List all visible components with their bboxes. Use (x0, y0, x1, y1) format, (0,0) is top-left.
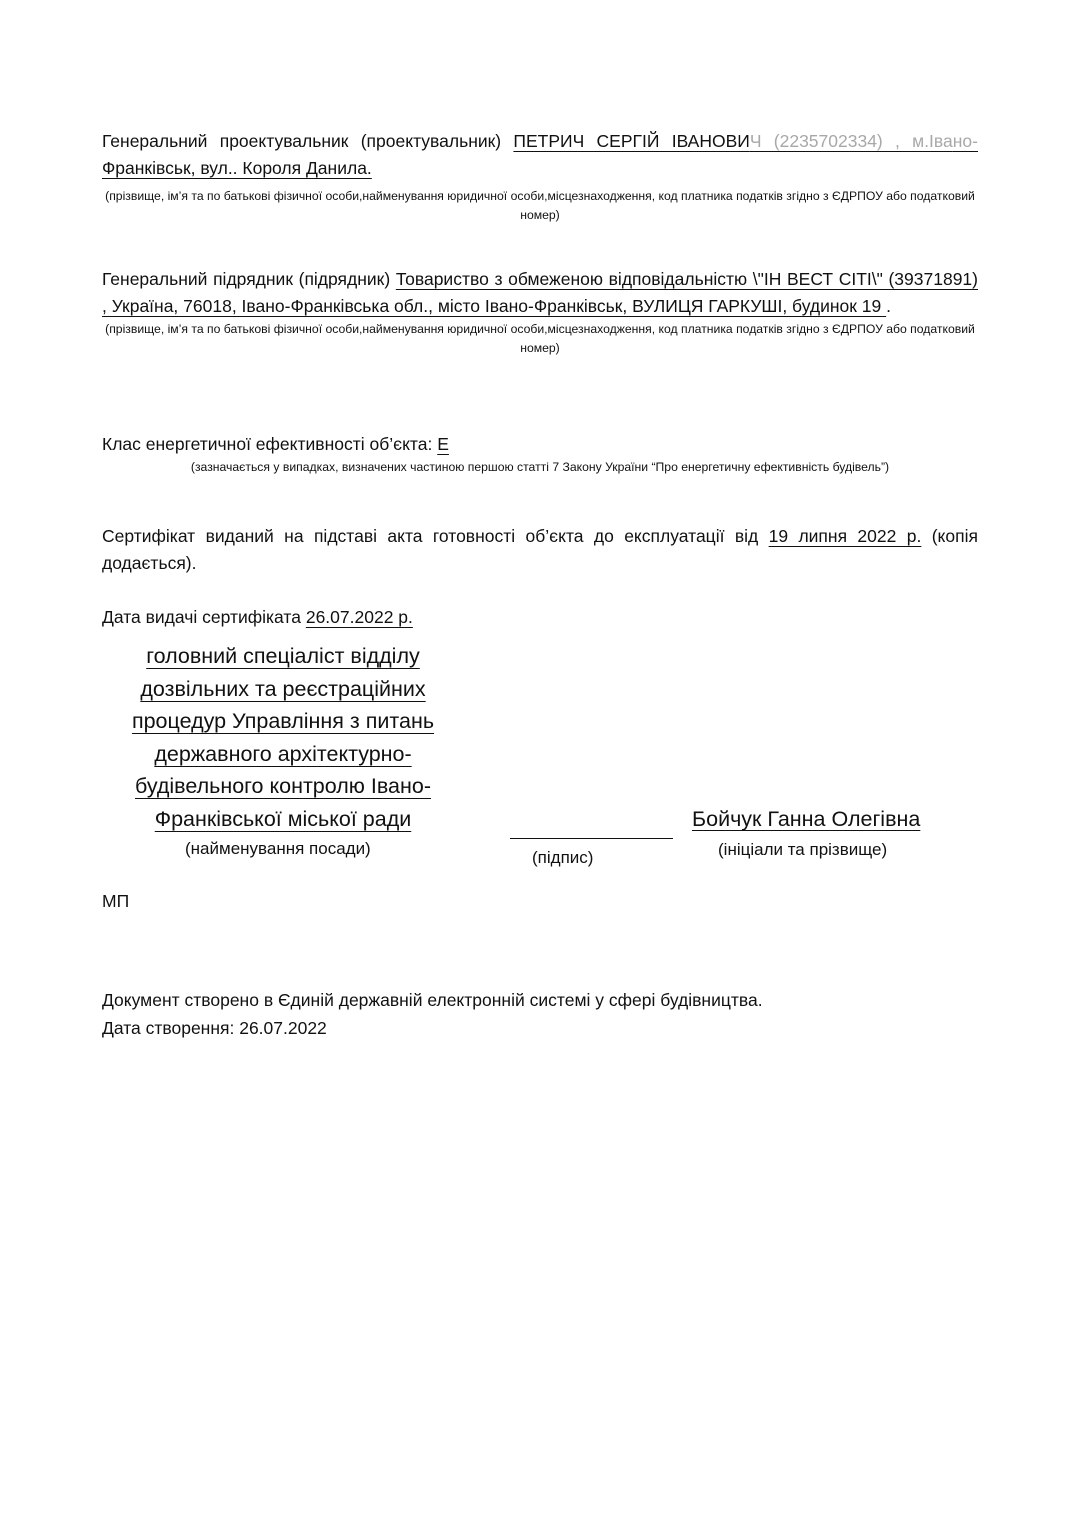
certificate-act-date: 19 липня 2022 р. (768, 526, 922, 546)
contractor-paragraph (102, 266, 978, 320)
contractor-value: Товариство з обмеженою відповідальністю \"ІН ВЕСТ СІТІ\" (39371891) , Україна, 76018, Івано-Франківська обл., місто Івано-Франківськ, ВУЛИЦЯ ГАРКУШІ, будинок 19 (102, 269, 978, 316)
signature-caption: (підпис) (532, 848, 594, 867)
contractor-note: (прізвище, ім’я та по батькові фізичної особи,найменування юридичної особи,місцезнаходження, код платника податків згідно з ЄДРПОУ або податковий номер) (105, 322, 975, 355)
certificate-basis-text: Сертифікат виданий на підставі акта готовності об’єкта до експлуатації від (102, 526, 759, 546)
designer-section (102, 128, 978, 225)
energy-paragraph (102, 431, 978, 458)
certificate-basis-paragraph (102, 523, 978, 577)
position-line-6: Франківської міської ради (154, 806, 412, 831)
certificate-basis-section (102, 523, 978, 577)
name-caption: (ініціали та прізвище) (718, 840, 888, 859)
issue-date-value: 26.07.2022 р. (305, 607, 413, 627)
position-line-2: дозвільних та реєстраційних (140, 676, 426, 701)
designer-note: (прізвище, ім’я та по батькові фізичної особи,найменування юридичної особи,місцезнаходження, код платника податків згідно з ЄДРПОУ або податковий номер) (105, 189, 975, 222)
designer-value-faded: Ч (2235702334) , м.Іва (749, 131, 953, 151)
position-line-1: головний спеціаліст відділу (146, 644, 420, 668)
designer-value-main: ПЕТРИЧ СЕРГІЙ ІВАНОВИ (513, 131, 750, 151)
position-caption: (найменування посади) (185, 839, 371, 858)
contractor-label: Генеральний підрядник (підрядник) (102, 269, 391, 289)
signature-line (510, 838, 673, 839)
position-line-4: державного архітектурно- (154, 741, 412, 766)
position-line-3: процедур Управління з питань (131, 709, 435, 733)
footer-line-1: Документ створено в Єдиній державній електронній системі у сфері будівництва. (102, 990, 763, 1010)
signer-name (692, 804, 920, 834)
designer-value-line2: Франківськ, вул.. Короля Данила. (102, 158, 372, 178)
certificate-basis-tail: (копія додається). (102, 526, 978, 573)
stamp-label: МП (102, 891, 130, 911)
issue-date-label: Дата видачі сертифіката (102, 607, 301, 627)
designer-value-end: но- (952, 131, 978, 151)
energy-value: E (437, 434, 449, 454)
designer-label: Генеральний проектувальник (проектувальник) (102, 131, 502, 151)
issue-date (102, 604, 413, 631)
designer-paragraph (102, 128, 978, 182)
energy-label: Клас енергетичної ефективності об’єкта: (102, 434, 433, 454)
contractor-section (102, 266, 978, 358)
contractor-tail: . (886, 296, 891, 316)
signatory-position (118, 640, 448, 835)
position-line-5: будівельного контролю Івано- (134, 774, 431, 798)
footer-creation-date: Дата створення: 26.07.2022 (102, 1018, 327, 1038)
energy-note: (зазначається у випадках, визначених частиною першою статті 7 Закону України “Про енергетичну ефективність будівель”) (190, 460, 890, 474)
signer-name-value: Бойчук Ганна Олегівна (692, 807, 921, 831)
energy-section (102, 431, 978, 477)
